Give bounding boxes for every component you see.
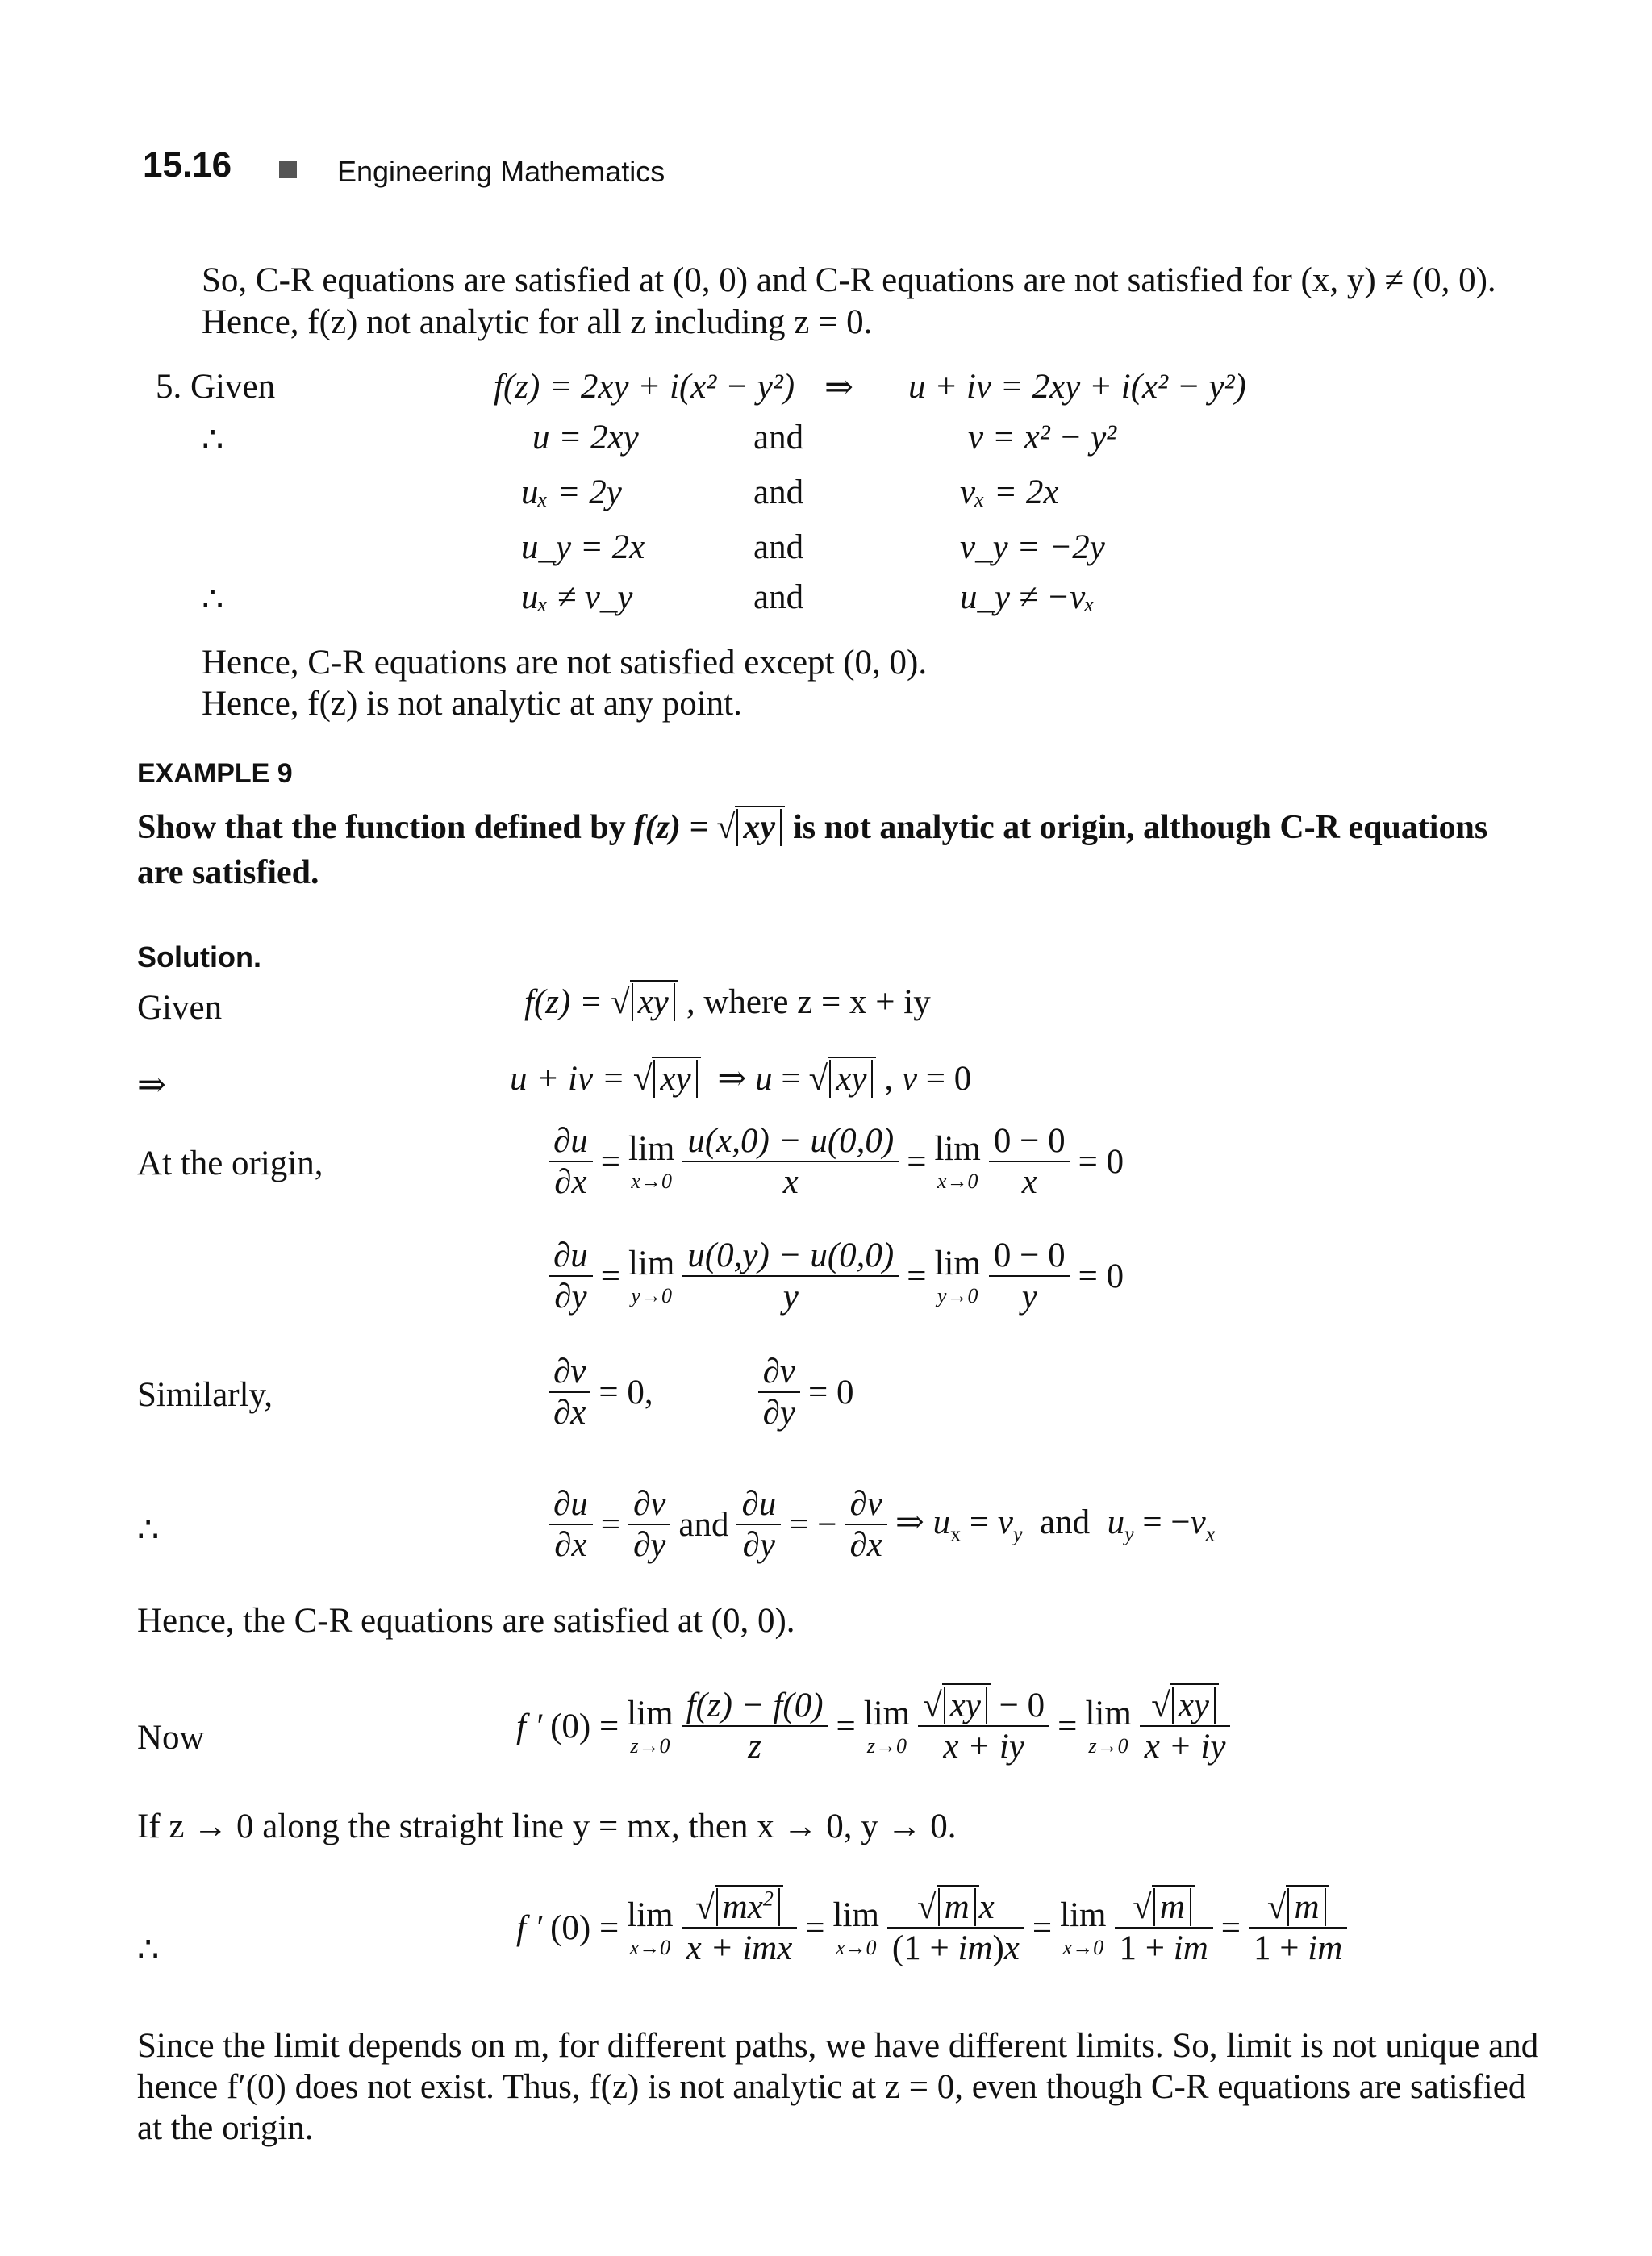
limit: lim x→0 <box>832 1895 879 1959</box>
intro-line-2: Hence, f(z) not analytic for all z including z = 0. <box>202 303 873 341</box>
cr-row-left: uₓ ≠ v_y <box>521 578 633 616</box>
example-heading: EXAMPLE 9 <box>137 758 293 789</box>
therefore-symbol: ∴ <box>137 1512 160 1549</box>
fraction: $\frac{\text{√ m x}}{(1 + im)x}$ <box>887 1887 1024 1968</box>
limit: lim z→0 <box>1085 1694 1132 1758</box>
item5-function: f(z) = 2xy + i(x² − y²) <box>494 368 795 406</box>
fraction: $\frac{√ m}{1 + im}$ <box>1115 1887 1213 1968</box>
and-word: and <box>753 473 804 511</box>
fraction: $\frac{u(x,0) - u(0,0)}{x}$ <box>682 1121 899 1202</box>
fraction: $\frac{√ xy - 0}{x + iy}$ <box>918 1686 1049 1766</box>
eq-text: u + iv = <box>510 1059 625 1098</box>
fraction: $\frac{\partial u}{\partial y}$ <box>549 1236 593 1316</box>
given-equation <box>524 982 931 1022</box>
example-statement-cont: are satisfied. <box>137 854 319 891</box>
statement-text: is not analytic at origin, although C-R equations <box>793 809 1488 846</box>
fraction: $\frac{\partial v}{\partial y}$ <box>758 1352 800 1432</box>
statement-func: f(z) = <box>633 809 709 846</box>
fraction: $\frac{f(z) - f(0)}{z}$ <box>682 1686 828 1766</box>
sqrt-xy: √ xy <box>633 1059 701 1099</box>
fraction: $\frac{\partial u}{\partial x}$ <box>549 1121 593 1202</box>
solution-heading: Solution. <box>137 940 261 974</box>
fraction: $\frac{√ mx^2}{\text{x + imx}}$ <box>682 1887 798 1968</box>
item5-uv: u + iv = 2xy + i(x² − y²) <box>908 368 1246 406</box>
and-word: and <box>753 419 804 457</box>
path-limit-equation: f ′ (0) = lim x→0 $\frac{√ mx^2}{\text{x + imx}}$ = lim x→0 $\frac{\text{√ m x}}{(1 + im)x}$ = lim x→0 $\frac{√ m}{1 + im}$ = $\frac{√ m}{1 + im}$ <box>516 1887 1347 1968</box>
book-title: Engineering Mathematics <box>337 155 665 188</box>
sqrt-xy: √ xy <box>611 982 678 1022</box>
eq-text: , v = 0 <box>884 1059 972 1098</box>
cr-row-left: u_y = 2x <box>521 528 645 566</box>
du-dx-equation: $\frac{\partial u}{\partial x}$ = lim x→0 $\frac{u(x,0) - u(0,0)}{x}$ = lim x→0 $\frac{0 - 0}{x}$ = 0 <box>549 1121 1124 1202</box>
eq-text: f(z) = <box>524 983 603 1021</box>
item5-conclusion-2: Hence, f(z) is not analytic at any point. <box>202 685 742 723</box>
example-statement <box>137 808 1487 847</box>
sqrt-xy: √ xy <box>716 808 785 847</box>
limit: lim x→0 <box>1060 1895 1107 1959</box>
now-label: Now <box>137 1719 205 1757</box>
therefore-symbol: ∴ <box>202 581 224 619</box>
implies-arrow: ⇒ <box>824 369 854 407</box>
uv-equation <box>510 1058 971 1099</box>
and-word: and <box>753 528 804 566</box>
fraction: $\frac{\partial u}{\partial y}$ <box>736 1484 781 1565</box>
limit: lim x→0 <box>627 1895 674 1959</box>
therefore-symbol: ∴ <box>202 421 224 459</box>
cr-row-right: v = x² − y² <box>968 419 1117 457</box>
limit: lim y→0 <box>628 1244 675 1307</box>
limit: lim z→0 <box>863 1694 911 1758</box>
cr-row-left: uₓ = 2y <box>521 473 622 511</box>
page-number: 15.16 <box>143 145 232 185</box>
sqrt-xy: √ xy <box>809 1059 877 1099</box>
fraction: $\frac{\partial v}{\partial x}$ <box>845 1484 886 1565</box>
cr-row-left: u = 2xy <box>532 419 639 457</box>
intro-line-1: So, C-R equations are satisfied at (0, 0) and C-R equations are not satisfied for (x, y) ≠ (0, 0). <box>202 261 1496 299</box>
derivative-equation: f ′ (0) = lim z→0 $\frac{f(z) - f(0)}{z}$ = lim z→0 $\frac{√ xy - 0}{x + iy}$ = lim z→0 $\frac{√ xy}{x + iy}$ <box>516 1686 1230 1766</box>
du-dy-equation: $\frac{\partial u}{\partial y}$ = lim y→0 $\frac{u(0,y) - u(0,0)}{y}$ = lim y→0 $\frac{0 - 0}{y}$ = 0 <box>549 1236 1124 1316</box>
fraction: $\frac{u(0,y) - u(0,0)}{y}$ <box>682 1236 899 1316</box>
given-label: Given <box>137 989 223 1027</box>
path-text: If z → 0 along the straight line y = mx, then x → 0, y → 0. <box>137 1808 957 1845</box>
dv-equation: $\frac{\partial v}{\partial x}$ = 0, $\frac{\partial v}{\partial y}$ = 0 <box>549 1352 853 1432</box>
at-origin-label: At the origin, <box>137 1145 323 1182</box>
final-line-2: hence f′(0) does not exist. Thus, f(z) is not analytic at z = 0, even though C-R equations are satisfied <box>137 2068 1526 2106</box>
statement-text: Show that the function defined by <box>137 809 626 846</box>
fraction: $\frac{\partial v}{\partial y}$ <box>628 1484 670 1565</box>
cr-satisfied-text: Hence, the C-R equations are satisfied at (0, 0). <box>137 1602 795 1640</box>
fraction: $\frac{\partial u}{\partial x}$ <box>549 1484 593 1565</box>
item5-label: 5. Given <box>156 368 276 406</box>
cr-row-right: vₓ = 2x <box>960 473 1059 511</box>
cr-row-right: u_y ≠ −vₓ <box>960 578 1095 616</box>
item5-conclusion-1: Hence, C-R equations are not satisfied except (0, 0). <box>202 644 928 682</box>
header-square-icon <box>279 161 297 178</box>
cr-row-right: v_y = −2y <box>960 528 1105 566</box>
similarly-label: Similarly, <box>137 1376 273 1414</box>
fraction: $\frac{0 - 0}{y}$ <box>989 1236 1070 1316</box>
implies-arrow: ⇒ <box>137 1066 167 1104</box>
therefore-symbol: ∴ <box>137 1931 160 1969</box>
final-line-1: Since the limit depends on m, for different paths, we have different limits. So, limit is not unique and <box>137 2027 1539 2065</box>
fraction: $\frac{\partial v}{\partial x}$ <box>549 1352 590 1432</box>
limit: lim x→0 <box>934 1129 981 1193</box>
where-text: , where z = x + iy <box>686 983 931 1021</box>
fraction: $\frac{0 - 0}{x}$ <box>989 1121 1070 1202</box>
final-line-3: at the origin. <box>137 2109 314 2147</box>
eq-text: ⇒ u = <box>708 1060 801 1098</box>
fraction: $\frac{√ m}{1 + im}$ <box>1249 1887 1347 1968</box>
and-word: and <box>753 578 804 616</box>
limit: lim x→0 <box>628 1129 675 1193</box>
limit: lim z→0 <box>627 1694 674 1758</box>
fraction: $\frac{√ xy}{x + iy}$ <box>1140 1686 1231 1766</box>
cr-equations: $\frac{\partial u}{\partial x}$ = $\frac{\partial v}{\partial y}$ and $\frac{\partial u}{\partial y}$ = − $\frac{\partial v}{\partial x}$ ⇒ $u_x = v_y$ and $u_y = -v_x$ <box>549 1484 1215 1565</box>
limit: lim y→0 <box>934 1244 981 1307</box>
